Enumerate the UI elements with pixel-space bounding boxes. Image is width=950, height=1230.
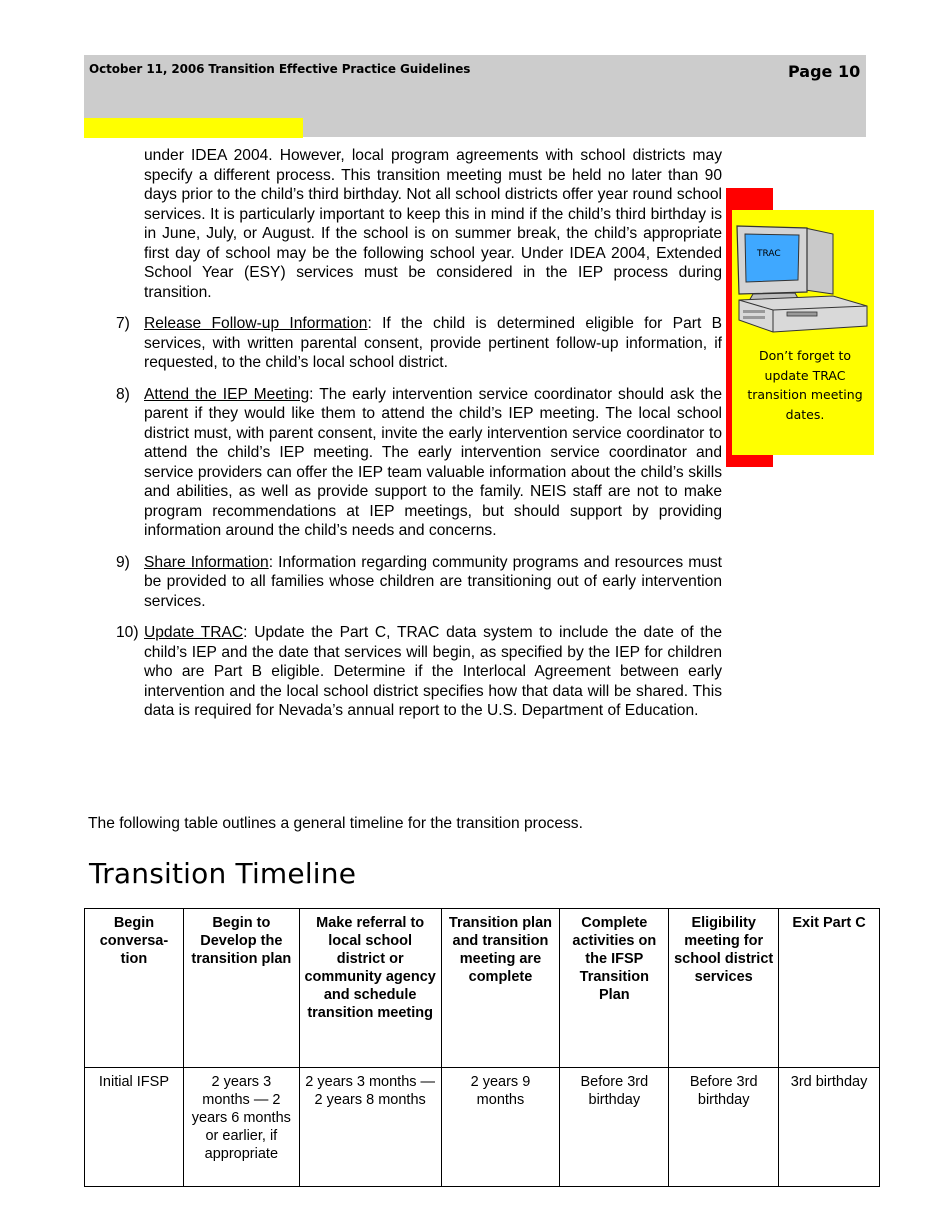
screen-label: TRAC — [757, 249, 781, 259]
table-row — [85, 1068, 880, 1187]
sidebar-note: Don’t forget to update TRAC transition meeting dates. — [747, 348, 863, 422]
item-title: Share Information — [144, 553, 269, 571]
list-item — [88, 385, 722, 541]
computer-icon — [735, 220, 869, 338]
page-number: Page 10 — [788, 62, 861, 81]
timeline-table — [84, 908, 880, 1187]
item-title: Attend the IEP Meeting — [144, 385, 310, 403]
header-cell: Begin to Develop the transition plan — [183, 909, 299, 1068]
table-cell: Initial IFSP — [85, 1068, 184, 1187]
header-cell: Make referral to local school district or community agency and schedule transition meeting — [299, 909, 441, 1068]
table-cell: Before 3rd birthday — [669, 1068, 779, 1187]
table-cell: 2 years 9 months — [441, 1068, 560, 1187]
list-item — [88, 314, 722, 373]
item-text: : If the child is determined eligible for Part B services, with written parental consent, provide pertinent follow-up information, if requested, to the child’s local school district. — [144, 315, 722, 371]
continuation-paragraph: under IDEA 2004. However, local program agreements with school districts may specify a different process. This transition meeting must be held no later than 90 days prior to the child’s third birthday. Not all school districts offer year round school services. It is particularly important to keep this in mind if the child’s third birthday is in June, July, or August. If the school is on summer break, the child’s appropriate first day of school may be the following school year. Under IDEA 2004, Extended School Year (ESY) services must be considered in the IEP process during transition. — [144, 147, 722, 301]
list-number: 8) — [116, 385, 130, 403]
header-title: October 11, 2006 Transition Effective Practice Guidelines — [89, 62, 471, 76]
header-cell: Transition plan and transition meeting are complete — [441, 909, 560, 1068]
table-intro: The following table outlines a general timeline for the transition process. — [88, 815, 583, 832]
item-text: : The early intervention service coordinator should ask the parent if they would like them to attend the child’s IEP meeting. The local school district must, with parent consent, invite the early intervention service coordinator to attend the child’s IEP meeting. The early intervention service coordinator and service providers can offer the IEP team valuable information about the child’s skills and abilities, as well as provide support to the family. NEIS staff are not to make program recommendations at IEP meetings, but should support by providing information around the child’s needs and concerns. — [144, 385, 722, 539]
table-header-row — [85, 909, 880, 1068]
header-cell: Exit Part C — [779, 909, 880, 1068]
list-number: 7) — [116, 315, 130, 332]
header-cell: Begin conversa-tion — [85, 909, 184, 1068]
list-number: 10) — [116, 624, 139, 641]
list-number: 9) — [116, 553, 130, 571]
list-item — [88, 553, 722, 612]
table-cell: 2 years 3 months — 2 years 8 months — [299, 1068, 441, 1187]
table-cell: 3rd birthday — [779, 1068, 880, 1187]
item-title: Update TRAC — [144, 624, 244, 641]
item-title: Release Follow-up Information — [144, 315, 368, 332]
table-cell: 2 years 3 months — 2 years 6 months or earlier, if appropriate — [183, 1068, 299, 1187]
header-cell: Eligibility meeting for school district services — [669, 909, 779, 1068]
header-accent-bar — [84, 118, 303, 138]
body-text — [88, 146, 722, 721]
table-cell: Before 3rd birthday — [560, 1068, 669, 1187]
header-cell: Complete activities on the IFSP Transition Plan — [560, 909, 669, 1068]
timeline-title: Transition Timeline — [89, 857, 357, 890]
item-text: : Update the Part C, TRAC data system to include the date of the child’s IEP and the date that services will begin, as specified by the IEP for children who are Part B eligible. Determine if the Interlocal Agreement between early intervention and the local school district specifies how that data will be shared. This data is required for Nevada’s annual report to the U.S. Department of Education. — [144, 624, 722, 719]
item-text: : Information regarding community programs and resources must be provided to all families whose children are transitioning out of early intervention services. — [144, 553, 723, 610]
list-item — [88, 623, 722, 721]
